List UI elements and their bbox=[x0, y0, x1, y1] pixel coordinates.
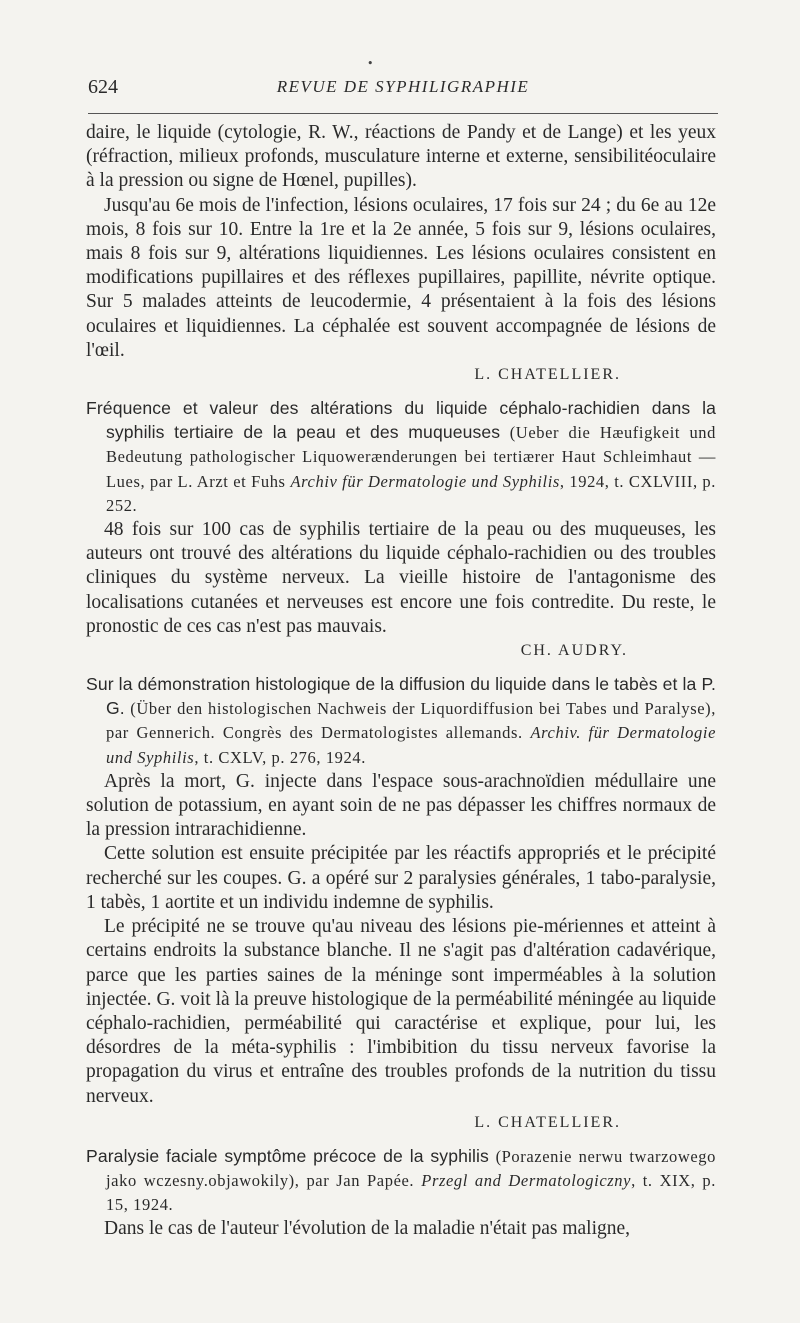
article-reference: (Über den histologischen Nachweis der Liquordiffusion bei Tabes und Paralyse), par Gennerich. Congrès des Dermatologistes allemands. bbox=[106, 699, 716, 743]
article-heading bbox=[86, 673, 716, 770]
paragraph: Après la mort, G. injecte dans l'espace sous-arachnoïdien médullaire une solution de potassium, en ayant soin de ne pas dépasser les chiffres normaux de la pression intrarachidienne. bbox=[86, 770, 716, 841]
article-title: Fréquence et valeur des altérations du liquide céphalo-rachidien dans la syphilis tertiaire de la peau et des muqueuses bbox=[86, 398, 716, 443]
paragraph: Dans le cas de l'auteur l'évolution de la maladie n'était pas maligne, bbox=[104, 1218, 631, 1240]
article-entry bbox=[86, 397, 716, 663]
article-entry bbox=[86, 1145, 716, 1242]
article-heading bbox=[86, 397, 716, 518]
paragraph: Le précipité ne se trouve qu'au niveau des lésions pie-mériennes et atteint à certains endroits la substance blanche. Il ne s'agit pas d'altération cadavérique, parce que les parties saines de la méninge sont imperméables à la solution injectée. G. voit là la preuve histologique de la perméabilité méningée au liquide céphalo-rachidien, perméabilité qui caractérise et explique, pour lui, les désordres de la méta-syphilis : l'imbibition du tissu nerveux favorise la propagation du virus et entraîne des troubles profonds de la nutrition du tissu nerveux. bbox=[86, 916, 716, 1107]
header-rule bbox=[88, 113, 718, 114]
article-heading bbox=[86, 1145, 716, 1218]
reference-details: , 1924, t. CXLVIII, p. 252. bbox=[106, 471, 717, 515]
author-signature: L. CHATELLIER. bbox=[474, 1113, 621, 1131]
page-body bbox=[86, 121, 716, 1242]
header-ornament: • bbox=[367, 57, 374, 70]
journal-name: Archiv für Dermatologie und Syphilis bbox=[290, 471, 560, 491]
article-reference: (Ueber die Hæufigkeit und Bedeutung pathologischer Liquowerænderungen bei tertiærer Haut Schleimhaut — Lues, par L. Arzt et Fuhs bbox=[106, 423, 716, 491]
reference-details: , t. CXLV, p. 276, 1924. bbox=[194, 747, 366, 767]
author-signature: CH. AUDRY. bbox=[520, 642, 628, 660]
journal-name: Archiv. für Dermatologie und Syphilis bbox=[106, 723, 716, 767]
reference-details: , t. XIX, p. 15, 1924. bbox=[106, 1170, 716, 1215]
article-title: Paralysie faciale symptôme précoce de la syphilis bbox=[86, 1145, 489, 1166]
paragraph: daire, le liquide (cytologie, R. W., réactions de Pandy et de Lange) et les yeux (réfraction, milieux profonds, musculature interne et externe, sensibilitéoculaire à la pression ou signe de Hœnel, pupilles). bbox=[86, 122, 716, 192]
author-signature: L. CHATELLIER. bbox=[474, 366, 621, 384]
article-title: Sur la démonstration histologique de la diffusion du liquide dans le tabès et la P. G. bbox=[86, 674, 716, 719]
article-entry bbox=[86, 673, 716, 1135]
running-title: REVUE DE SYPHILIGRAPHIE bbox=[276, 77, 530, 96]
journal-name: Przegl and Dermatologiczny bbox=[421, 1170, 632, 1190]
page-number: 624 bbox=[88, 76, 118, 98]
article-reference: (Porazenie nerwu twarzowego jako wczesny.objawokily), par Jan Papée. bbox=[106, 1146, 717, 1190]
page-header bbox=[88, 76, 718, 102]
paragraph: Cette solution est ensuite précipitée par les réactifs appropriés et le précipité recherché sur les coupes. G. a opéré sur 2 paralysies générales, 1 tabo-paralysie, 1 tabès, 1 aortite et un individu indemne de syphilis. bbox=[86, 843, 716, 913]
paragraph: 48 fois sur 100 cas de syphilis tertiaire de la peau ou des muqueuses, les auteurs ont trouvé des altérations du liquide céphalo-rachidien ou des troubles cliniques du système nerveux. La vieille histoire de l'antagonisme des localisations cutanées et nerveuses est encore une fois contredite. Du reste, le pronostic de ces cas n'est pas mauvais. bbox=[86, 519, 716, 637]
paragraph: Jusqu'au 6e mois de l'infection, lésions oculaires, 17 fois sur 24 ; du 6e au 12e mois, 8 fois sur 10. Entre la 1re et la 2e année, 5 fois sur 9, lésions oculaires, mais 8 fois sur 9, altérations liquidiennes. Les lésions oculaires consistent en modifications pupillaires et des réflexes pupillaires, papillite, névrite optique. Sur 5 malades atteints de leucodermie, 4 présentaient à la fois des lésions oculaires et liquidiennes. La céphalée est souvent accompagnée de lésions de l'œil. bbox=[86, 194, 716, 361]
